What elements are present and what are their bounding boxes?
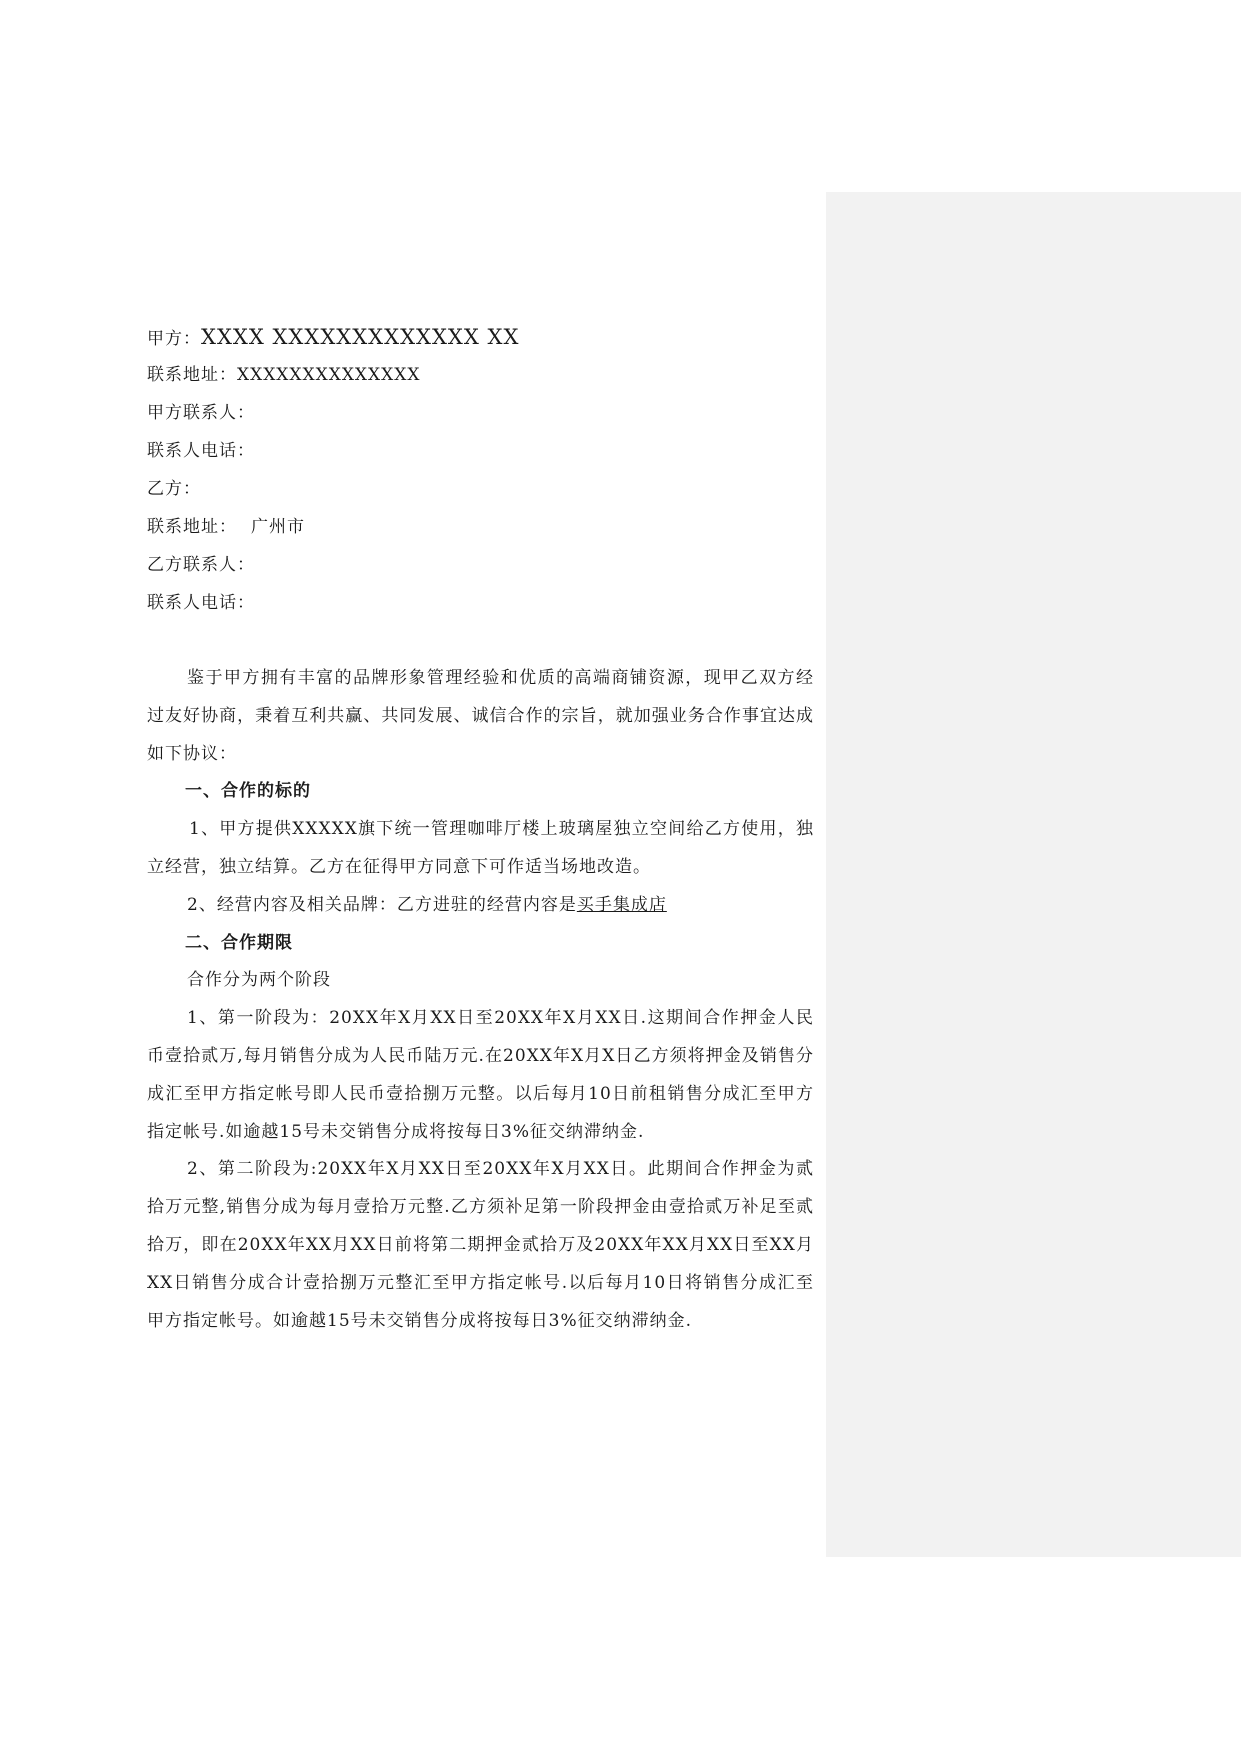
party-b-phone-line — [147, 584, 814, 622]
party-b-address-line — [147, 508, 814, 546]
section2-intro: 合作分为两个阶段 — [187, 970, 331, 991]
party-a-address-line — [147, 356, 814, 394]
party-a-phone-label: 联系人电话： — [147, 441, 255, 461]
party-b-address-value: 广州市 — [251, 517, 305, 537]
party-a-label: 甲方： — [147, 329, 201, 349]
party-a-line — [147, 318, 814, 356]
party-a-address-label: 联系地址： — [147, 365, 237, 385]
section2-heading: 二、合作期限 — [185, 932, 293, 953]
section1-item1: 1、甲方提供XXXXX旗下统一管理咖啡厅楼上玻璃屋独立空间给乙方使用，独立经营，独立结算。乙方在征得甲方同意下可作适当场地改造。 — [147, 819, 814, 877]
section1-heading: 一、合作的标的 — [185, 781, 311, 802]
preamble-paragraph: 鉴于甲方拥有丰富的品牌形象管理经验和优质的高端商铺资源，现甲乙双方经过友好协商，秉着互利共赢、共同发展、诚信合作的宗旨，就加强业务合作事宜达成如下协议： — [147, 668, 814, 764]
section1-item2 — [147, 887, 814, 925]
document-body — [147, 318, 814, 1340]
section2-stage1: 1、第一阶段为：20XX年X月XX日至20XX年X月XX日.这期间合作押金人民币壹拾贰万,每月销售分成为人民币陆万元.在20XX年X月X日乙方须将押金及销售分成汇至甲方指定帐号即人民币壹拾捌万元整。以后每月10日前租销售分成汇至甲方指定帐号.如逾越15号未交销售分成将按每日3%征交纳滞纳金. — [147, 1008, 814, 1142]
party-a-value: XXXX XXXXXXXXXXXXX XX — [201, 325, 520, 349]
party-a-contact-line — [147, 394, 814, 432]
blank-line — [147, 622, 814, 660]
section2-stage2: 2、第二阶段为:20XX年X月XX日至20XX年X月XX日。此期间合作押金为贰拾万元整,销售分成为每月壹拾万元整.乙方须补足第一阶段押金由壹拾贰万补足至贰拾万，即在20XX年XX月XX日前将第二期押金贰拾万及20XX年XX月XX日至XX月XX日销售分成合计壹拾捌万元整汇至甲方指定帐号.以后每月10日将销售分成汇至甲方指定帐号。如逾越15号未交销售分成将按每日3%征交纳滞纳金. — [147, 1159, 814, 1331]
party-a-address-value: XXXXXXXXXXXXXX — [237, 365, 421, 385]
section1-item2-underlined: 买手集成店 — [576, 894, 667, 915]
section1-item2-text: 2、经营内容及相关品牌：乙方进驻的经营内容是 — [187, 894, 577, 915]
party-b-label: 乙方： — [147, 479, 201, 499]
party-a-phone-line — [147, 432, 814, 470]
party-b-phone-label: 联系人电话： — [147, 593, 255, 613]
party-a-contact-label: 甲方联系人： — [147, 403, 255, 423]
party-b-line — [147, 470, 814, 508]
comment-margin-panel — [826, 192, 1241, 1557]
party-b-contact-label: 乙方联系人： — [147, 555, 255, 575]
party-b-contact-line — [147, 546, 814, 584]
party-b-address-label: 联系地址： — [147, 517, 237, 537]
